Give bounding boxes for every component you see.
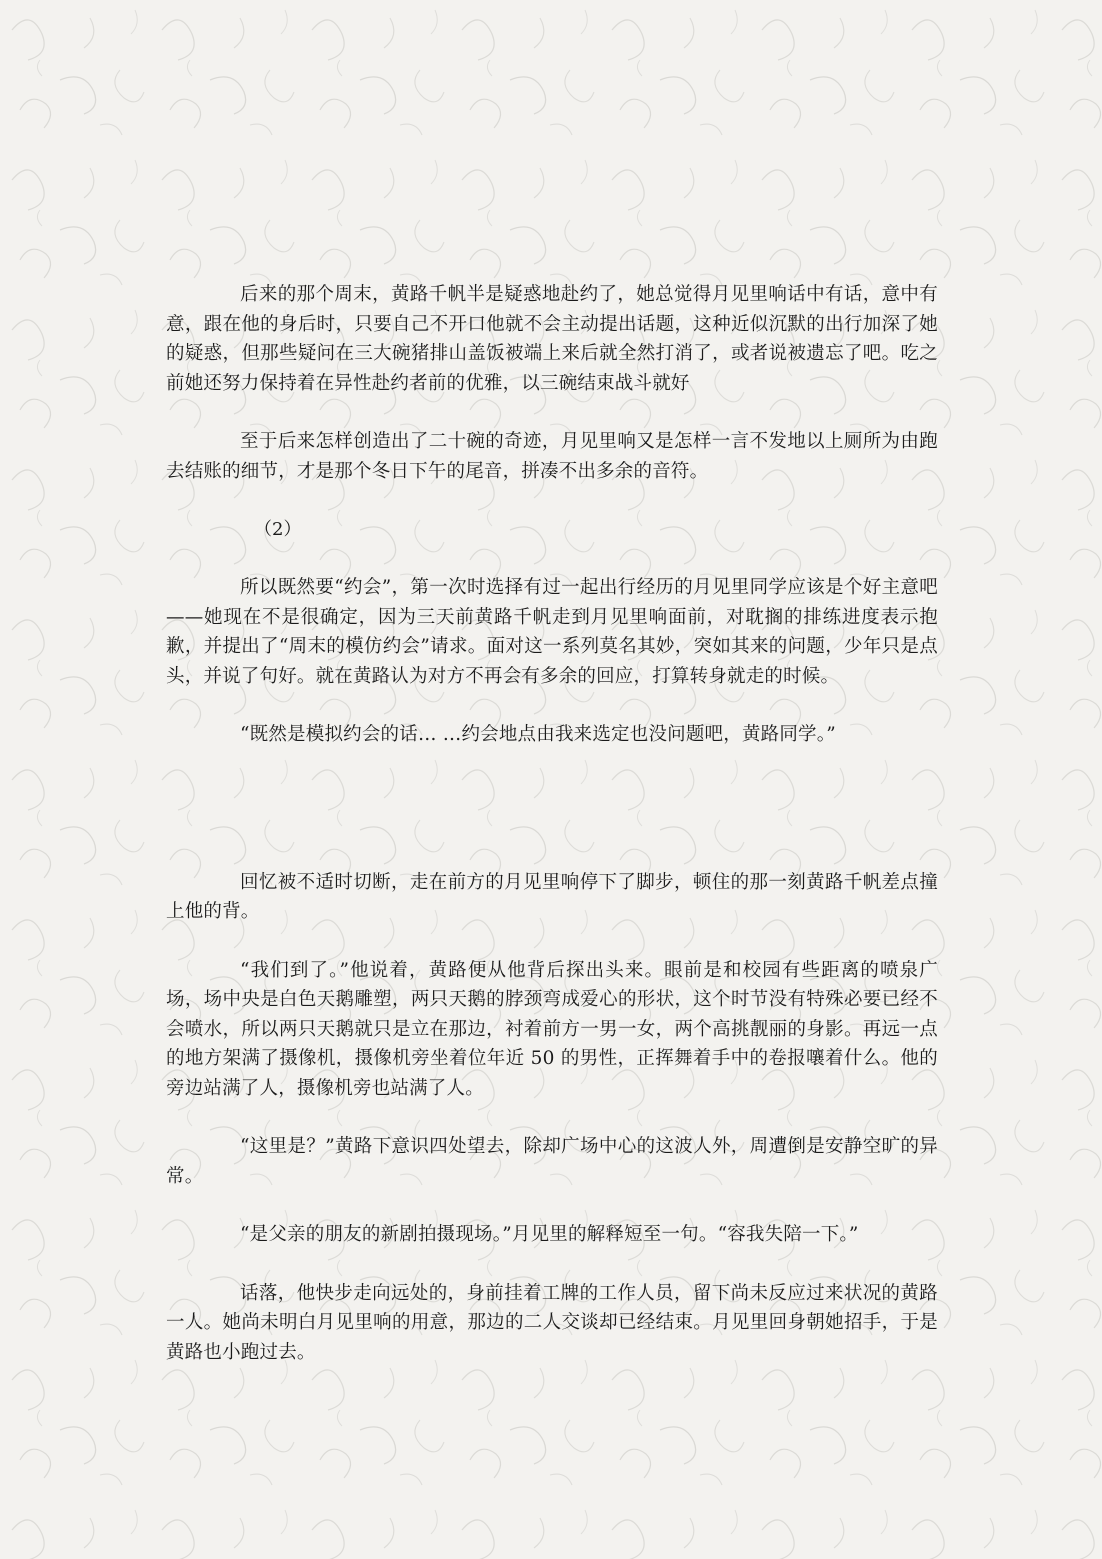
paragraph-gap (166, 398, 938, 427)
paragraph-gap (166, 486, 938, 515)
scene-break (166, 750, 938, 868)
paragraph-gap (166, 927, 938, 956)
paragraph-where-is-this: “这里是？”黄路下意识四处望去，除却广场中心的这波人外，周遭倒是安静空旷的异常。 (166, 1136, 938, 1187)
paragraph-gap (166, 1250, 938, 1279)
paragraph-date-request: 所以既然要“约会”，第一次时选择有过一起出行经历的月见里同学应该是个好主意吧——她现在不是很确定，因为三天前黄路千帆走到月见里响面前，对耽搁的排练进度表示抱歉，并提出了“周末的模仿约会”请求。面对这一系列莫名其妙，突如其来的问题，少年只是点头，并说了句好。就在黄路认为对方不再会有多余的回应，打算转身就走的时候。 (166, 577, 938, 687)
paragraph-gap (166, 1191, 938, 1220)
paragraph-quote-location: “既然是模拟约会的话… …约会地点由我来选定也没问题吧，黄路同学。” (240, 724, 836, 745)
paragraph-saturday-meeting: 后来的那个周末，黄路千帆半是疑惑地赴约了，她总觉得月见里响话中有话，意中有意，跟在他的身后时，只要自己不开口他就不会主动提出话题，这种近似沉默的出行加深了她的疑惑，但那些疑问在三大碗猪排山盖饭被端上来后就全然打消了，或者说被遗忘了吧。吃之前她还努力保持着在异性赴约者前的优雅，以三碗结束战斗就好 (166, 284, 938, 394)
document-body (166, 280, 938, 1367)
paragraph-staff-talk: 话落，他快步走向远处的，身前挂着工牌的工作人员，留下尚未反应过来状况的黄路一人。她尚未明白月见里响的用意，那边的二人交谈却已经结束。月见里回身朝她招手，于是黄路也小跑过去。 (166, 1282, 938, 1363)
paragraph-fountain-plaza: “我们到了。”他说着，黄路便从他背后探出头来。眼前是和校园有些距离的喷泉广场，场中央是白色天鹅雕塑，两只天鹅的脖颈弯成爱心的形状，这个时节没有特殊必要已经不会喷水，所以两只天鹅就只是立在那边，衬着前方一男一女，两个高挑靓丽的身影。再远一点的地方架满了摄像机，摄像机旁坐着位年近 50 的男性，正挥舞着手中的卷报嚷着什么。他的旁边站满了人，摄像机旁也站满了人。 (166, 959, 938, 1099)
section-number: （2） (254, 519, 302, 540)
paragraph-gap (166, 691, 938, 720)
paragraph-twenty-bowls: 至于后来怎样创造出了二十碗的奇迹，月见里响又是怎样一言不发地以上厕所为由跑去结账的细节，才是那个冬日下午的尾音，拼凑不出多余的音符。 (166, 431, 938, 482)
paragraph-memory-cut: 回忆被不适时切断，走在前方的月见里响停下了脚步，顿住的那一刻黄路千帆差点撞上他的背。 (166, 871, 938, 922)
paragraph-film-set: “是父亲的朋友的新剧拍摄现场。”月见里的解释短至一句。“容我失陪一下。” (240, 1224, 859, 1245)
paragraph-gap (166, 1103, 938, 1132)
paragraph-gap (166, 544, 938, 573)
